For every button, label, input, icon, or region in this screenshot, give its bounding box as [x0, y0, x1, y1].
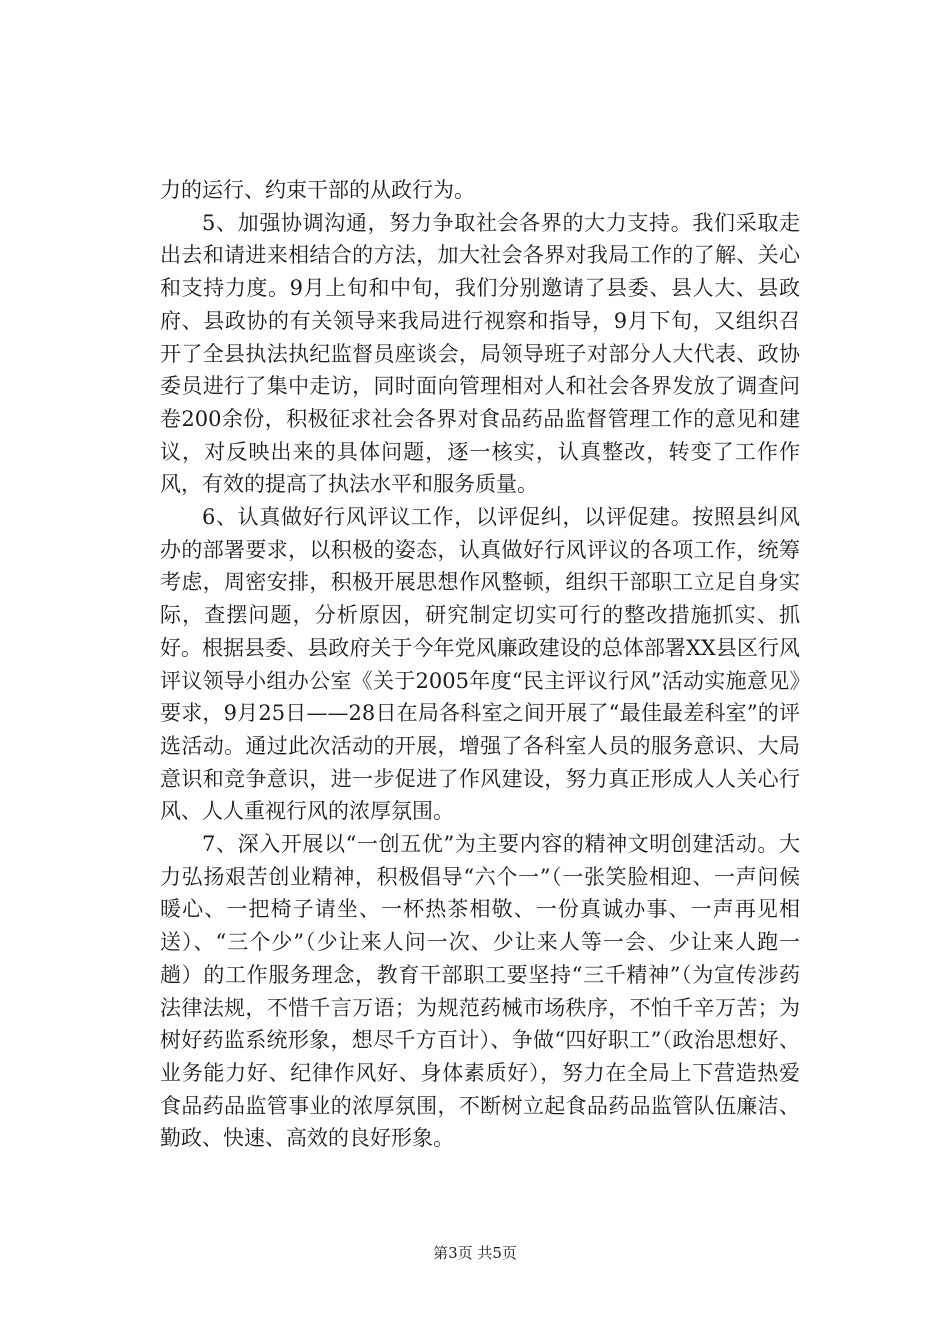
paragraph-item-6: 6、认真做好行风评议工作，以评促纠，以评促建。按照县纠风办的部署要求，以积极的姿态，认真做好行风评议的各项工作，统筹考虑，周密安排，积极开展思想作风整顿，组织干部职工立足自身实际，查摆问题，分析原因，研究制定切实可行的整改措施抓实、抓好。根据县委、县政府关于今年党风廉政建设的总体部署XX县区行风评议领导小组办公室《关于2005年度“民主评议行风”活动实施意见》要求，9月25日——28日在局各科室之间开展了“最佳最差科室”的评选活动。通过此次活动的开展，增强了各科室人员的服务意识、大局意识和竞争意识，进一步促进了作风建设，努力真正形成人人关心行风、人人重视行风的浓厚氛围。 — [160, 505, 800, 824]
paragraph-item-5: 5、加强协调沟通，努力争取社会各界的大力支持。我们采取走出去和请进来相结合的方法，加大社会各界对我局工作的了解、关心和支持力度。9月上旬和中旬，我们分别邀请了县委、县人大、县政府、县政协的有关领导来我局进行视察和指导，9月下旬，又组织召开了全县执法执纪监督员座谈会，局领导班子对部分人大代表、政协委员进行了集中走访，同时面向管理相对人和社会各界发放了调查问卷200余份，积极征求社会各界对食品药品监督管理工作的意见和建议，对反映出来的具体问题，逐一核实，认真整改，转变了工作作风，有效的提高了执法水平和服务质量。 — [160, 210, 800, 497]
paragraph-item-7: 7、深入开展以“一创五优”为主要内容的精神文明创建活动。大力弘扬艰苦创业精神，积极倡导“六个一”（一张笑脸相迎、一声问候暖心、一把椅子请坐、一杯热茶相敬、一份真诚办事、一声再见相送）、“三个少”（少让来人问一次、少让来人等一会、少让来人跑一趟）的工作服务理念，教育干部职工要坚持“三千精神”（为宣传涉药法律法规，不惜千言万语；为规范药械市场秩序，不怕千辛万苦；为树好药监系统形象，想尽千方百计）、争做“四好职工”（政治思想好、业务能力好、纪律作风好、身体素质好），努力在全局上下营造热爱食品药品监管事业的浓厚氛围，不断树立起食品药品监管队伍廉洁、勤政、快速、高效的良好形象。 — [160, 832, 800, 1151]
page-number-footer: 第3页 共5页 — [433, 1244, 517, 1262]
paragraph-continuation: 力的运行、约束干部的从政行为。 — [160, 178, 475, 202]
document-body — [160, 174, 800, 1155]
